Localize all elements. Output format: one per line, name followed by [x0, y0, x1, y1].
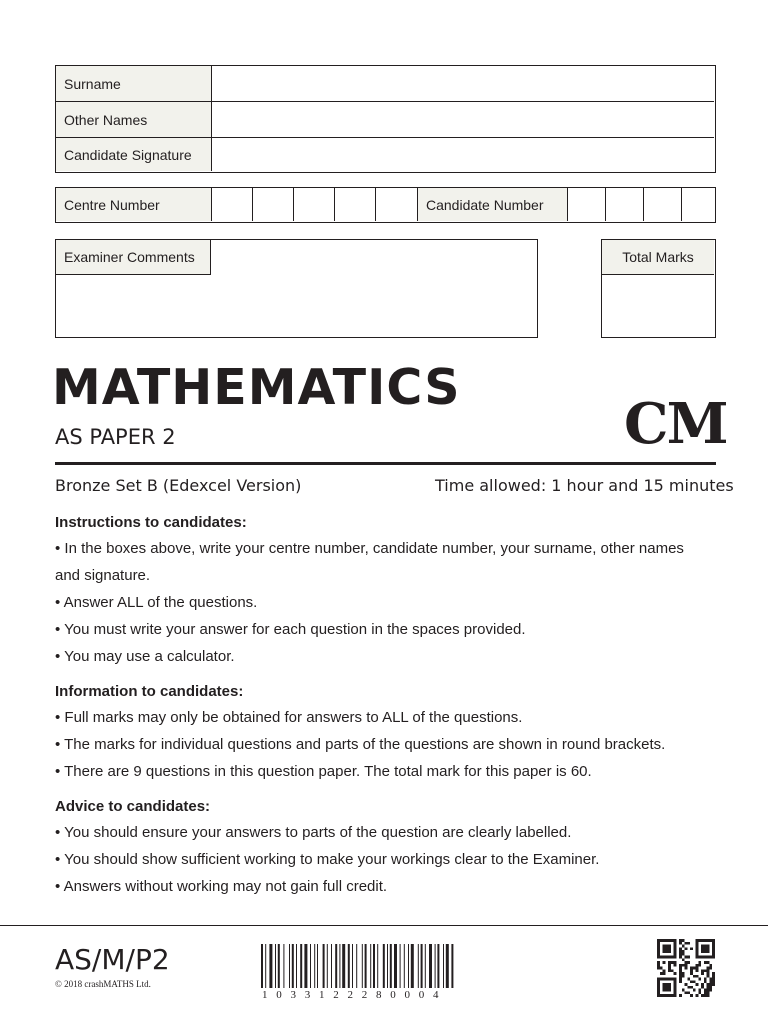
list-item: • Answers without working may not gain full credit.: [55, 878, 388, 895]
qr-code-icon: [655, 939, 717, 997]
qr-module: [682, 964, 685, 967]
qr-module: [698, 961, 701, 964]
barcode-bar: [408, 944, 409, 988]
qr-module: [657, 961, 660, 964]
barcode-bar: [317, 944, 318, 988]
qr-module: [687, 961, 690, 964]
information-heading: Information to candidates:: [55, 683, 244, 700]
qr-module: [701, 969, 704, 972]
qr-module: [660, 967, 663, 970]
barcode-bar: [446, 944, 449, 988]
surname-label: Surname: [56, 66, 211, 101]
qr-module: [701, 994, 704, 997]
qr-module: [696, 967, 699, 970]
list-item: • You should show sufficient working to make your workings clear to the Examiner.: [55, 851, 600, 868]
list-item: • You may use a calculator.: [55, 648, 235, 665]
qr-module: [679, 964, 682, 967]
qr-module: [679, 980, 682, 983]
qr-module: [690, 972, 693, 975]
list-item: • You must write your answer for each question in the spaces provided.: [55, 621, 526, 638]
qr-module: [685, 991, 688, 994]
instructions-list: [55, 535, 684, 670]
qr-module: [668, 964, 671, 967]
qr-module: [704, 961, 707, 964]
qr-module: [671, 969, 674, 972]
qr-module: [663, 983, 671, 991]
qr-module: [690, 969, 693, 972]
qr-module: [696, 983, 699, 986]
barcode-bar: [289, 944, 290, 988]
qr-module: [682, 953, 685, 956]
barcode-bar: [356, 944, 357, 988]
instructions-heading: Instructions to candidates:: [55, 514, 247, 531]
qr-module: [707, 986, 710, 989]
list-item: • You should ensure your answers to parts of the question are clearly labelled.: [55, 824, 572, 841]
qr-module: [679, 947, 682, 950]
qr-module: [663, 969, 666, 972]
qr-module: [687, 942, 690, 945]
barcode-bar: [327, 944, 328, 988]
qr-module: [698, 964, 701, 967]
centre-number-label: Centre Number: [56, 188, 211, 221]
barcode-bar: [342, 944, 345, 988]
qr-module: [679, 969, 682, 972]
barcode-bar: [421, 944, 423, 988]
qr-module: [685, 947, 688, 950]
advice-list: [55, 819, 599, 900]
barcode-bar: [292, 944, 294, 988]
qr-module: [663, 972, 666, 975]
paper-code: AS/M/P2: [55, 943, 170, 976]
barcode-number: 1 0 3 3 1 2 2 2 8 0 0 0 4: [262, 989, 442, 1001]
qr-module: [685, 964, 688, 967]
barcode-bar: [323, 944, 325, 988]
total-marks-box: [601, 239, 716, 338]
qr-module: [696, 964, 699, 967]
barcode-bar: [377, 944, 378, 988]
qr-module: [693, 967, 696, 970]
qr-module: [685, 942, 688, 945]
qr-module: [674, 964, 677, 967]
qr-module: [707, 972, 710, 975]
footer-rule: [0, 925, 768, 926]
qr-module: [679, 953, 682, 956]
barcode-bar: [429, 944, 432, 988]
barcode-bar: [362, 944, 363, 988]
list-item: • In the boxes above, write your centre number, candidate number, your surname, other names: [55, 540, 684, 557]
advice-heading: Advice to candidates:: [55, 798, 211, 815]
total-marks-label: Total Marks: [602, 240, 714, 275]
qr-module: [687, 991, 690, 994]
qr-module: [707, 961, 710, 964]
barcode-bar: [373, 944, 375, 988]
qr-module: [696, 969, 699, 972]
candidate-number-digit[interactable]: [605, 188, 643, 221]
barcode-bar: [437, 944, 439, 988]
qr-module: [707, 983, 710, 986]
qr-module: [674, 972, 677, 975]
qr-module: [687, 956, 690, 959]
qr-module: [701, 945, 709, 953]
centre-number-digit[interactable]: [252, 188, 293, 221]
examiner-comments-label: Examiner Comments: [56, 240, 211, 275]
qr-module: [682, 939, 685, 942]
barcode-bar: [296, 944, 297, 988]
barcode-bar: [265, 944, 266, 988]
barcode-bar: [300, 944, 302, 988]
qr-module: [709, 989, 712, 992]
barcode-bar: [278, 944, 280, 988]
barcode-bar: [390, 944, 392, 988]
qr-module: [668, 967, 671, 970]
qr-module: [657, 964, 660, 967]
qr-module: [712, 978, 715, 981]
barcode-bar: [383, 944, 385, 988]
qr-module: [712, 980, 715, 983]
barcode-bar: [394, 944, 397, 988]
brand-logo: CM: [624, 391, 727, 457]
qr-module: [698, 991, 701, 994]
list-item: • Answer ALL of the questions.: [55, 594, 258, 611]
qr-module: [704, 989, 707, 992]
barcode-bar: [310, 944, 311, 988]
barcode-bar: [339, 944, 340, 988]
signature-label: Candidate Signature: [56, 138, 211, 171]
qr-module: [674, 961, 677, 964]
qr-module: [679, 950, 682, 953]
barcode-bar: [425, 944, 426, 988]
candidate-number-digit[interactable]: [681, 188, 714, 221]
qr-module: [679, 972, 682, 975]
qr-module: [709, 978, 712, 981]
qr-module: [690, 947, 693, 950]
information-list: [55, 704, 665, 785]
barcode-bar: [269, 944, 272, 988]
qr-module: [709, 980, 712, 983]
qr-module: [671, 961, 674, 964]
qr-module: [693, 975, 696, 978]
qr-module: [679, 939, 682, 942]
qr-module: [709, 986, 712, 989]
number-box: [55, 187, 716, 223]
barcode-bar: [404, 944, 405, 988]
qr-module: [704, 969, 707, 972]
qr-module: [707, 994, 710, 997]
qr-module: [682, 972, 685, 975]
barcode-bar: [387, 944, 388, 988]
qr-module: [701, 986, 704, 989]
barcode-bar: [304, 944, 307, 988]
barcode-bar: [331, 944, 332, 988]
candidate-number-label: Candidate Number: [417, 188, 567, 221]
qr-module: [682, 989, 685, 992]
barcode-bar: [400, 944, 401, 988]
qr-module: [679, 956, 682, 959]
examiner-comments-box: [55, 239, 538, 338]
qr-module: [709, 983, 712, 986]
centre-number-digit[interactable]: [375, 188, 417, 221]
qr-module: [679, 978, 682, 981]
qr-module: [709, 964, 712, 967]
barcode-bar: [435, 944, 436, 988]
qr-module: [701, 972, 704, 975]
qr-module: [682, 950, 685, 953]
list-item: • Full marks may only be obtained for answers to ALL of the questions.: [55, 709, 523, 726]
qr-module: [679, 967, 682, 970]
barcode-bar: [370, 944, 371, 988]
qr-module: [668, 969, 671, 972]
paper-set: Bronze Set B (Edexcel Version): [55, 476, 302, 495]
qr-module: [707, 989, 710, 992]
qr-module: [685, 983, 688, 986]
qr-module: [663, 945, 671, 953]
qr-module: [693, 980, 696, 983]
barcode-bar: [348, 944, 350, 988]
qr-module: [690, 994, 693, 997]
barcode-bar: [275, 944, 276, 988]
qr-module: [696, 975, 699, 978]
qr-module: [685, 967, 688, 970]
qr-module: [682, 958, 685, 961]
copyright: © 2018 crashMATHS Ltd.: [55, 979, 151, 989]
qr-module: [668, 961, 671, 964]
qr-module: [679, 975, 682, 978]
qr-module: [687, 978, 690, 981]
qr-module: [707, 991, 710, 994]
qr-module: [712, 972, 715, 975]
candidate-details-box: [55, 65, 716, 173]
qr-module: [685, 956, 688, 959]
qr-module: [685, 961, 688, 964]
other-names-field[interactable]: [211, 102, 715, 137]
qr-module: [690, 986, 693, 989]
qr-module: [707, 969, 710, 972]
other-names-label: Other Names: [56, 102, 211, 137]
barcode: [261, 944, 511, 988]
barcode-bar: [335, 944, 337, 988]
paper-title: AS PAPER 2: [55, 425, 176, 449]
centre-number-digit[interactable]: [293, 188, 334, 221]
qr-module: [690, 980, 693, 983]
qr-module: [663, 961, 666, 964]
barcode-bar: [411, 944, 414, 988]
qr-module: [709, 967, 712, 970]
qr-module: [690, 967, 693, 970]
subject-title: MATHEMATICS: [52, 359, 461, 416]
barcode-bar: [283, 944, 284, 988]
barcode-bar: [314, 944, 315, 988]
centre-number-digit[interactable]: [334, 188, 375, 221]
qr-module: [687, 986, 690, 989]
candidate-number-digit[interactable]: [643, 188, 681, 221]
barcode-bar: [443, 944, 444, 988]
title-rule: [55, 462, 716, 465]
list-item: • The marks for individual questions and parts of the questions are shown in round brackets.: [55, 736, 666, 753]
qr-module: [682, 975, 685, 978]
time-allowed: Time allowed: 1 hour and 15 minutes: [435, 476, 734, 495]
qr-module: [701, 983, 704, 986]
qr-module: [707, 975, 710, 978]
signature-field[interactable]: [211, 138, 715, 171]
qr-module: [704, 980, 707, 983]
list-item: • There are 9 questions in this question paper. The total mark for this paper is 60.: [55, 763, 592, 780]
qr-module: [679, 942, 682, 945]
barcode-bar: [261, 944, 263, 988]
qr-module: [704, 991, 707, 994]
surname-field[interactable]: [211, 66, 715, 101]
barcode-bar: [365, 944, 367, 988]
centre-number-digit[interactable]: [211, 188, 252, 221]
list-item: and signature.: [55, 567, 151, 584]
qr-module: [696, 994, 699, 997]
barcode-bar: [451, 944, 453, 988]
qr-module: [704, 978, 707, 981]
qr-module: [712, 983, 715, 986]
qr-module: [682, 945, 685, 948]
qr-module: [657, 967, 660, 970]
qr-module: [698, 989, 701, 992]
qr-module: [660, 972, 663, 975]
barcode-bar: [418, 944, 419, 988]
qr-module: [707, 967, 710, 970]
qr-module: [704, 994, 707, 997]
qr-module: [693, 989, 696, 992]
qr-module: [698, 978, 701, 981]
candidate-number-digit[interactable]: [567, 188, 605, 221]
barcode-bar: [352, 944, 353, 988]
qr-module: [712, 975, 715, 978]
qr-module: [679, 994, 682, 997]
